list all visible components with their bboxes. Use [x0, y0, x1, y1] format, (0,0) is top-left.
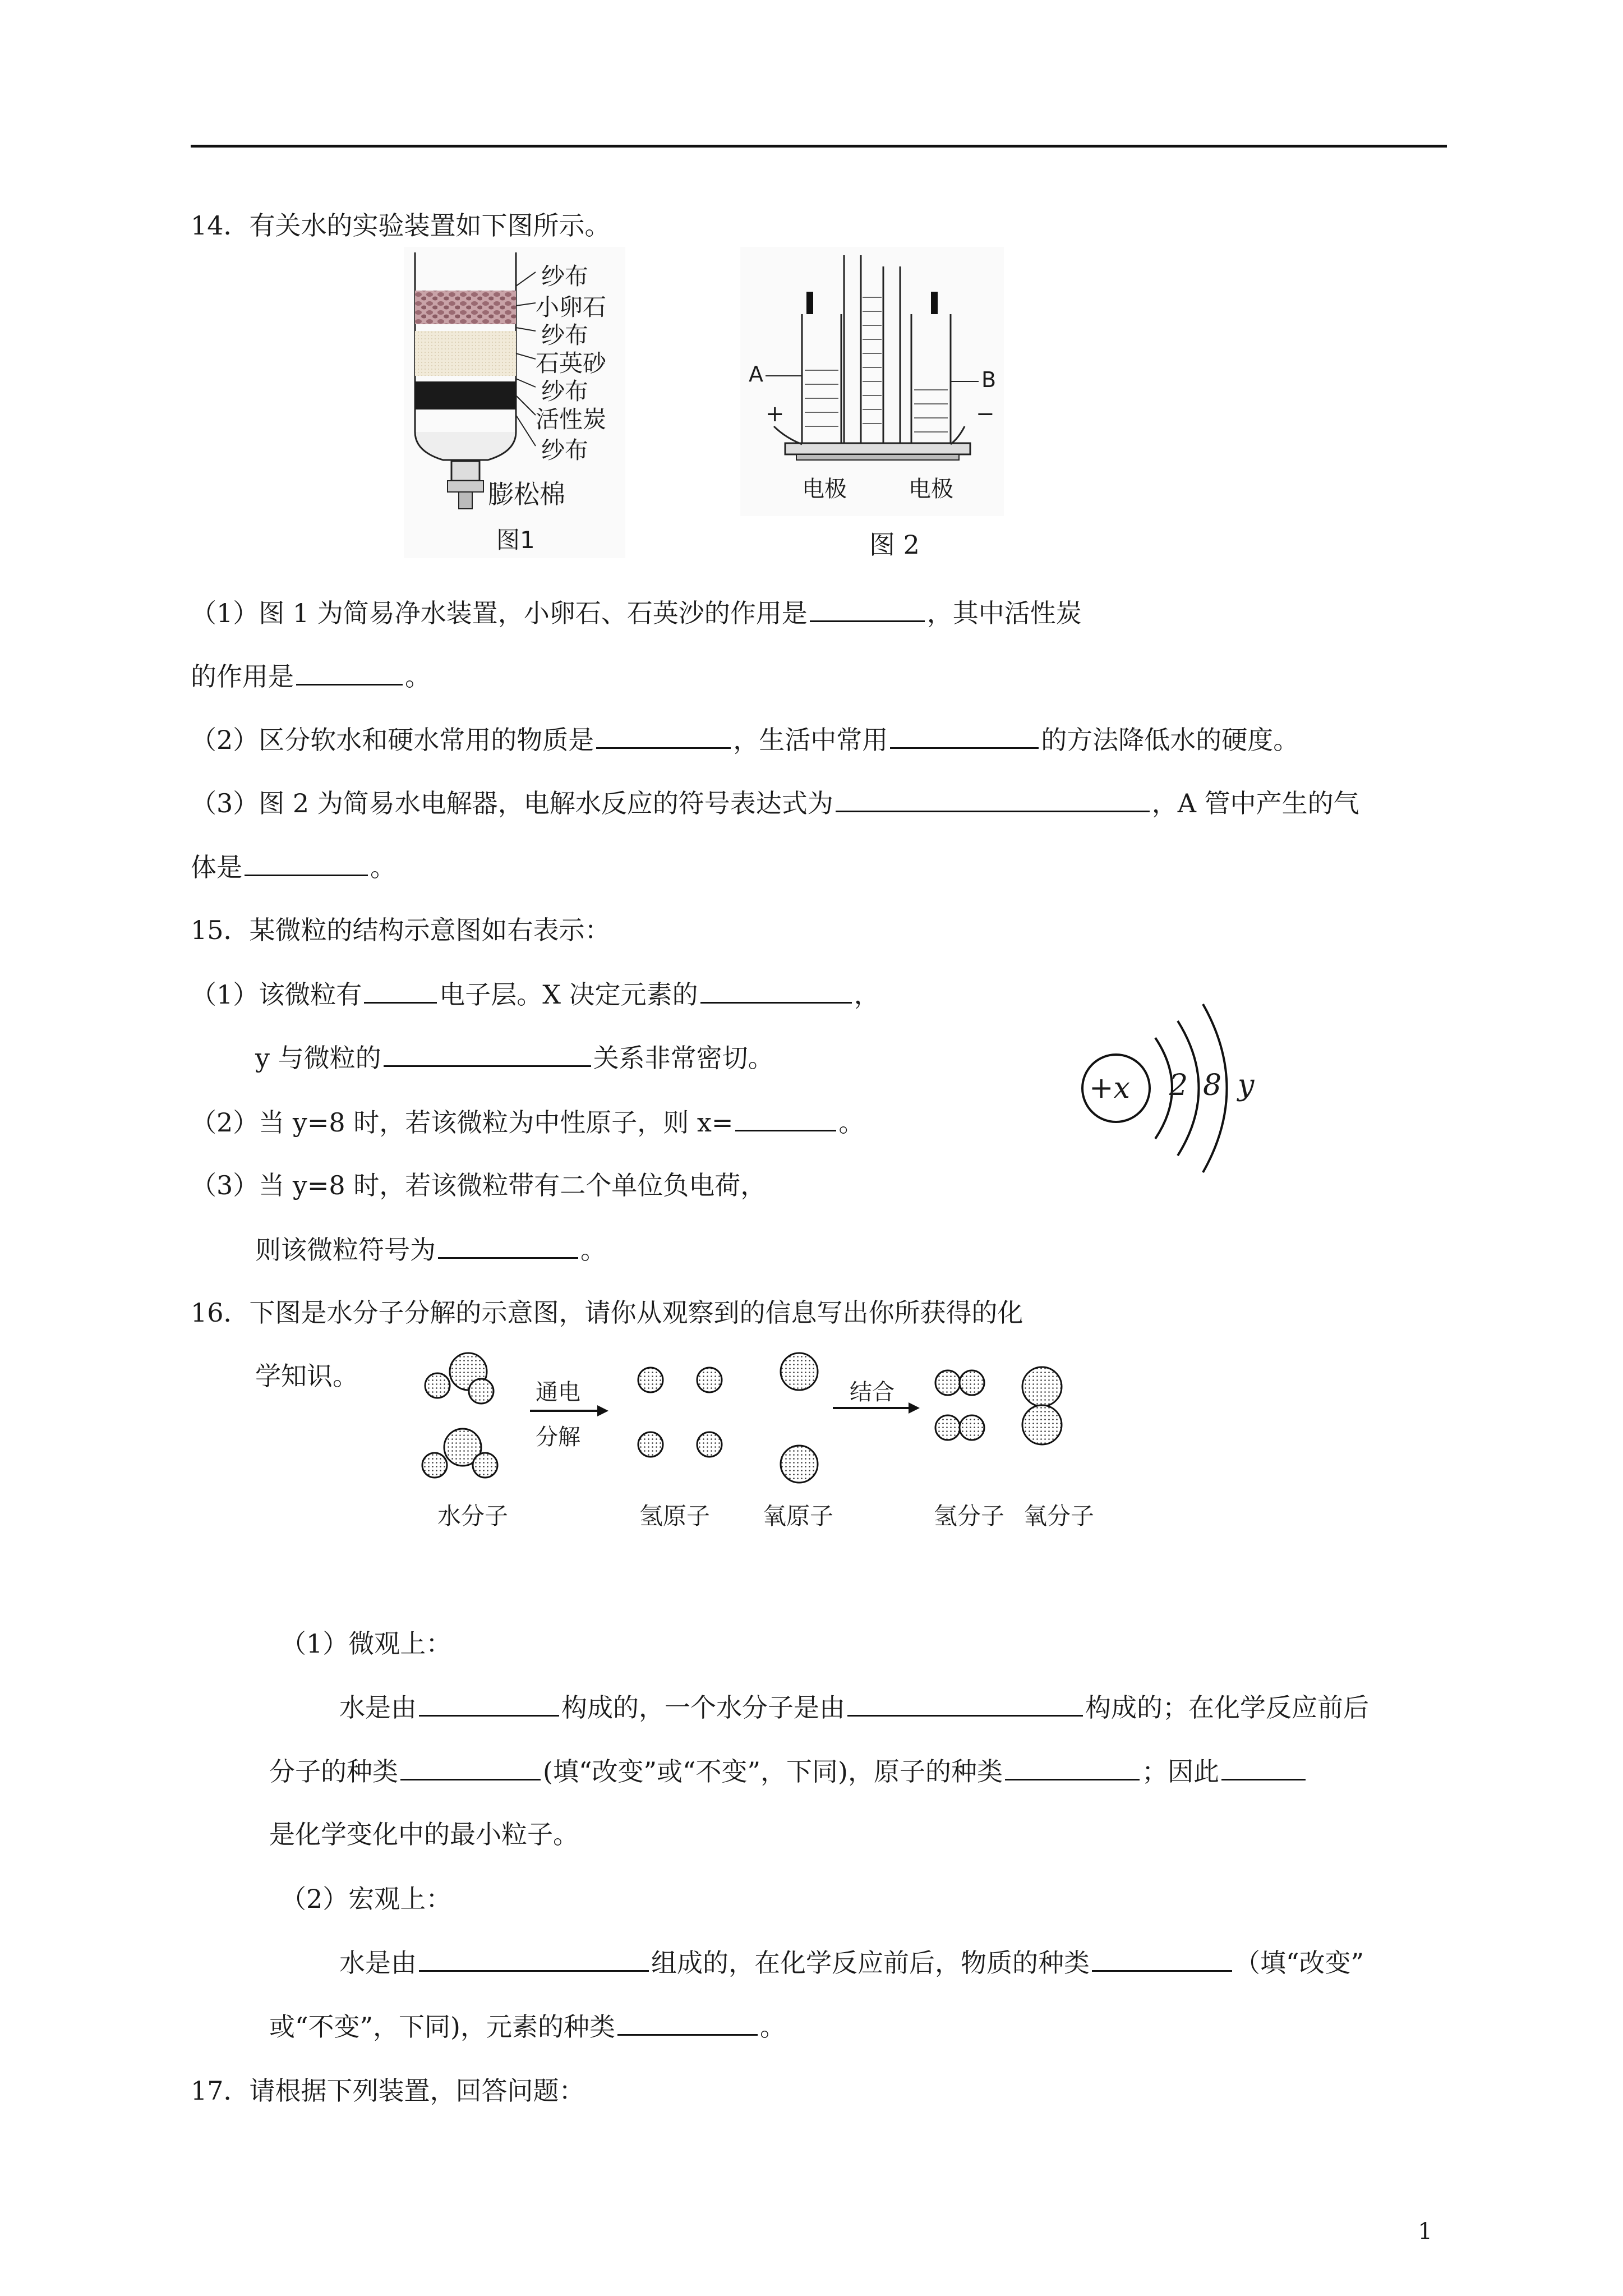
- label-activated-carbon: 活性炭: [536, 406, 607, 433]
- answer-blank-element-type[interactable]: [617, 2009, 758, 2036]
- page-number: 1: [1418, 2219, 1432, 2244]
- q16-micro-line3: 是化学变化中的最小粒子。: [269, 1819, 579, 1849]
- q16-stem: 16．下图是水分子分解的示意图，请你从观察到的信息写出你所获得的化: [191, 1297, 1023, 1328]
- answer-blank-water-composed-of[interactable]: [419, 1945, 649, 1972]
- label-oxygen-molecule: 氧分子: [1023, 1502, 1095, 1530]
- figure-2-electrolyzer: [740, 247, 1004, 516]
- figure-2-caption: 图 2: [869, 530, 920, 560]
- q16-micro-line1: 水是由 构成的，一个水分子是由 构成的；在化学反应前后: [339, 1690, 1369, 1724]
- label-negative: −: [976, 401, 995, 427]
- water-decomposition-diagram: [415, 1335, 1110, 1537]
- label-gauze-1: 纱布: [541, 263, 589, 290]
- label-oxygen-atom: 氧原子: [763, 1502, 834, 1530]
- label-tube-a: A: [749, 362, 763, 386]
- answer-blank-tube-a-gas[interactable]: [245, 850, 368, 876]
- label-gauze-2: 纱布: [541, 321, 589, 349]
- arrow2-top-label: 结合: [850, 1379, 895, 1405]
- answer-blank-reduce-hardness[interactable]: [890, 723, 1039, 749]
- q15-part1-line1: （1）该微粒有 电子层。X 决定元素的 ，: [191, 977, 880, 1011]
- q14-part1-line2: 的作用是 。: [191, 659, 431, 693]
- header-rule: [191, 145, 1447, 148]
- label-pebbles: 小卵石: [536, 293, 607, 321]
- q16-micro-title: （1）微观上：: [280, 1628, 452, 1659]
- q16-micro-line2: 分子的种类 (填“改变”或“不变”，下同)，原子的种类 ；因此: [269, 1754, 1308, 1788]
- q14-stem: 14．有关水的实验装置如下图所示。: [191, 210, 611, 241]
- answer-blank-soft-hard-water[interactable]: [596, 723, 731, 749]
- answer-blank-x-determines[interactable]: [700, 977, 852, 1004]
- label-gauze-4: 纱布: [541, 436, 589, 464]
- arrow1-top-label: 通电: [536, 1379, 580, 1405]
- q16-macro-title: （2）宏观上：: [280, 1884, 452, 1914]
- label-water-molecule: 水分子: [437, 1502, 509, 1530]
- answer-blank-ion-symbol[interactable]: [438, 1232, 578, 1259]
- label-electrode-left: 电极: [802, 476, 847, 502]
- label-quartz-sand: 石英砂: [536, 349, 607, 377]
- q15-part2: （2）当 y=8 时，若该微粒为中性原子，则 x= 。: [191, 1105, 864, 1139]
- q16-stem-cont: 学知识。: [255, 1361, 358, 1391]
- label-hydrogen-molecule: 氢分子: [934, 1502, 1005, 1530]
- answer-blank-shell-count[interactable]: [364, 977, 437, 1004]
- q16-macro-line1: 水是由 组成的，在化学反应前后，物质的种类 （填“改变”: [339, 1945, 1364, 1980]
- answer-blank-equation[interactable]: [836, 786, 1150, 812]
- figure-1-water-filter: [404, 247, 625, 558]
- label-tube-b: B: [981, 367, 997, 392]
- q14-part1-line1: （1）图 1 为简易净水装置，小卵石、石英沙的作用是 ，其中活性炭: [191, 596, 1082, 630]
- answer-blank-atom-type[interactable]: [1005, 1754, 1140, 1780]
- q14-part3-line1: （3）图 2 为简易水电解器，电解水反应的符号表达式为 ，A 管中产生的气: [191, 786, 1359, 820]
- answer-blank-filter-role[interactable]: [810, 596, 925, 622]
- answer-blank-x-value[interactable]: [735, 1105, 836, 1131]
- nucleus-charge: +x: [1089, 1071, 1130, 1105]
- answer-blank-smallest-particle[interactable]: [1221, 1754, 1306, 1780]
- q14-part2: （2）区分软水和硬水常用的物质是 ，生活中常用 的方法降低水的硬度。: [191, 723, 1299, 757]
- label-positive: +: [766, 401, 785, 427]
- answer-blank-water-made-of[interactable]: [419, 1690, 559, 1717]
- label-cotton: 膨松棉: [488, 479, 565, 509]
- answer-blank-y-relation[interactable]: [384, 1041, 591, 1067]
- shell-2-electrons: 8: [1203, 1069, 1222, 1102]
- atom-structure-diagram: [1077, 993, 1279, 1184]
- label-electrode-right: 电极: [909, 476, 953, 502]
- answer-blank-carbon-role[interactable]: [296, 659, 403, 685]
- q16-macro-line2: 或“不变”，下同)，元素的种类 。: [269, 2009, 786, 2044]
- shell-3-electrons: y: [1238, 1069, 1255, 1102]
- arrow1-bottom-label: 分解: [536, 1424, 580, 1450]
- answer-blank-molecule-made-of[interactable]: [847, 1690, 1083, 1717]
- q14-part3-line2: 体是 。: [191, 850, 396, 884]
- q17-stem: 17．请根据下列装置，回答问题：: [191, 2076, 585, 2106]
- label-hydrogen-atom: 氢原子: [639, 1502, 711, 1530]
- q15-part3-line2: 则该微粒符号为 。: [255, 1232, 606, 1267]
- q15-part1-line2: y 与微粒的 关系非常密切。: [255, 1041, 774, 1075]
- q15-part3-line1: （3）当 y=8 时，若该微粒带有二个单位负电荷，: [191, 1170, 767, 1200]
- label-gauze-3: 纱布: [541, 378, 589, 405]
- shell-1-electrons: 2: [1169, 1069, 1188, 1102]
- figure-1-caption: 图1: [496, 526, 535, 554]
- q15-stem: 15．某微粒的结构示意图如右表示：: [191, 915, 611, 945]
- answer-blank-substance-type[interactable]: [1092, 1945, 1232, 1972]
- answer-blank-molecule-type[interactable]: [400, 1754, 541, 1780]
